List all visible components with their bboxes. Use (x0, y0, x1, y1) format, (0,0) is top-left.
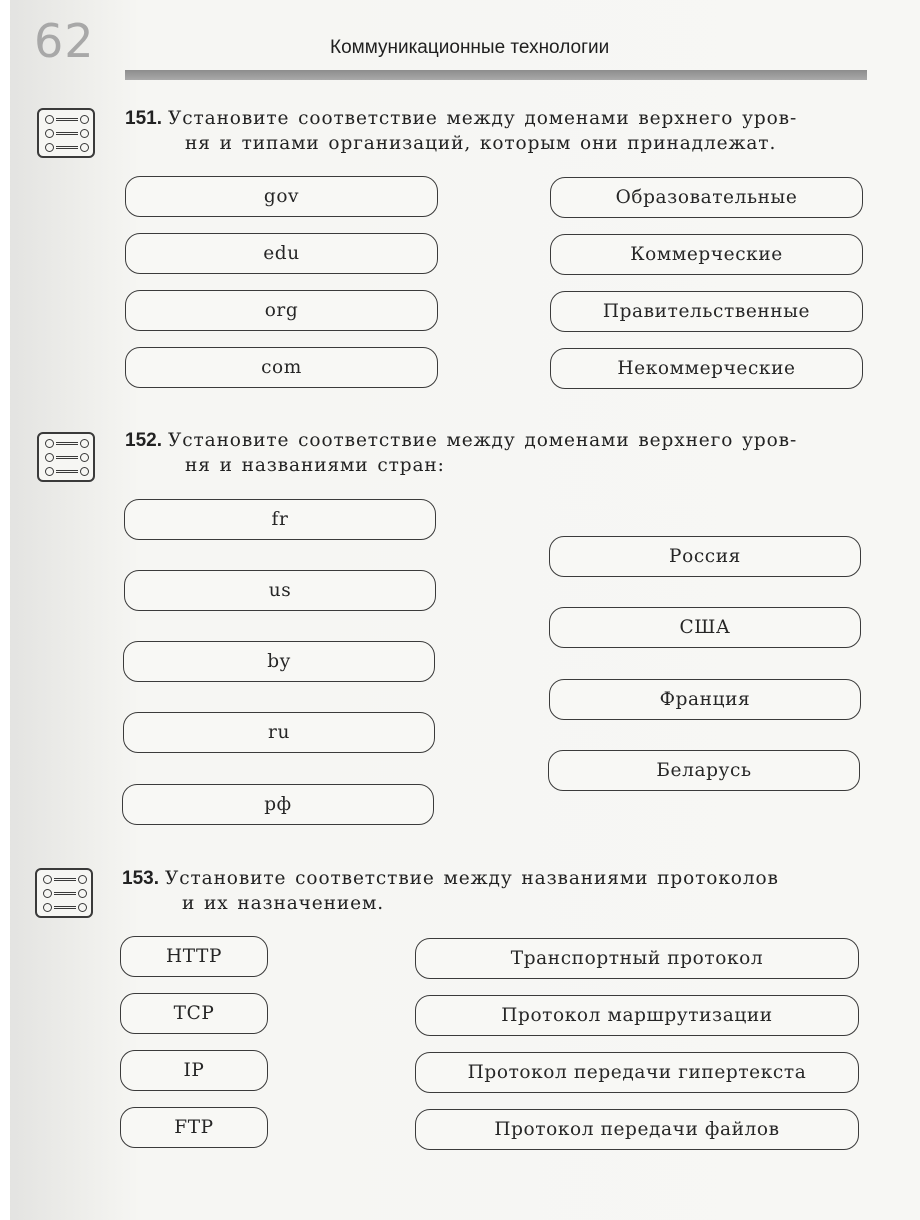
match-item-left[interactable]: ru (123, 712, 435, 753)
match-item-right[interactable]: Беларусь (548, 750, 860, 791)
match-item-right[interactable]: Правительственные (550, 291, 863, 332)
task-text-line2: ня и типами организаций, которым они принадлежат. (185, 133, 777, 154)
match-item-left[interactable]: by (123, 641, 435, 682)
match-item-right[interactable]: Коммерческие (550, 234, 863, 275)
task-number: 151. (125, 108, 162, 129)
task-number: 152. (125, 430, 162, 451)
match-item-left[interactable]: edu (125, 233, 438, 274)
match-item-right[interactable]: Образовательные (550, 177, 863, 218)
match-item-right[interactable]: Некоммерческие (550, 348, 863, 389)
match-item-right[interactable]: Протокол маршрутизации (415, 995, 859, 1036)
task-151-text (125, 106, 797, 156)
matching-task-icon (37, 108, 95, 158)
match-item-right[interactable]: Протокол передачи гипертекста (415, 1052, 859, 1093)
task-152-text (125, 428, 797, 478)
match-item-right[interactable]: Протокол передачи файлов (415, 1109, 859, 1150)
match-item-right[interactable]: США (549, 607, 861, 648)
task-number: 153. (122, 868, 159, 889)
task-text-line1: Установите соответствие между названиями протоколов (164, 868, 779, 889)
match-item-right[interactable]: Россия (549, 536, 861, 577)
match-item-left[interactable]: FTP (120, 1107, 268, 1148)
task-text-line2: ня и названиями стран: (185, 455, 445, 476)
match-item-left[interactable]: TCP (120, 993, 268, 1034)
page-number: 62 (34, 14, 95, 68)
task-153-text (122, 866, 779, 916)
match-item-left[interactable]: HTTP (120, 936, 268, 977)
matching-task-icon (37, 432, 95, 482)
task-text-line1: Установите соответствие между доменами верхнего уров- (167, 430, 798, 451)
match-item-left[interactable]: рф (122, 784, 434, 825)
match-item-left[interactable]: fr (124, 499, 436, 540)
header-rule (125, 70, 867, 80)
match-item-left[interactable]: gov (125, 176, 438, 217)
match-item-right[interactable]: Франция (549, 679, 861, 720)
header-title: Коммуникационные технологии (330, 37, 610, 58)
task-text-line2: и их назначением. (182, 893, 385, 914)
match-item-left[interactable]: org (125, 290, 438, 331)
match-item-left[interactable]: com (125, 347, 438, 388)
matching-task-icon (35, 868, 93, 918)
match-item-right[interactable]: Транспортный протокол (415, 938, 859, 979)
task-text-line1: Установите соответствие между доменами верхнего уров- (167, 108, 798, 129)
match-item-left[interactable]: IP (120, 1050, 268, 1091)
page-edge (0, 0, 10, 1220)
match-item-left[interactable]: us (124, 570, 436, 611)
